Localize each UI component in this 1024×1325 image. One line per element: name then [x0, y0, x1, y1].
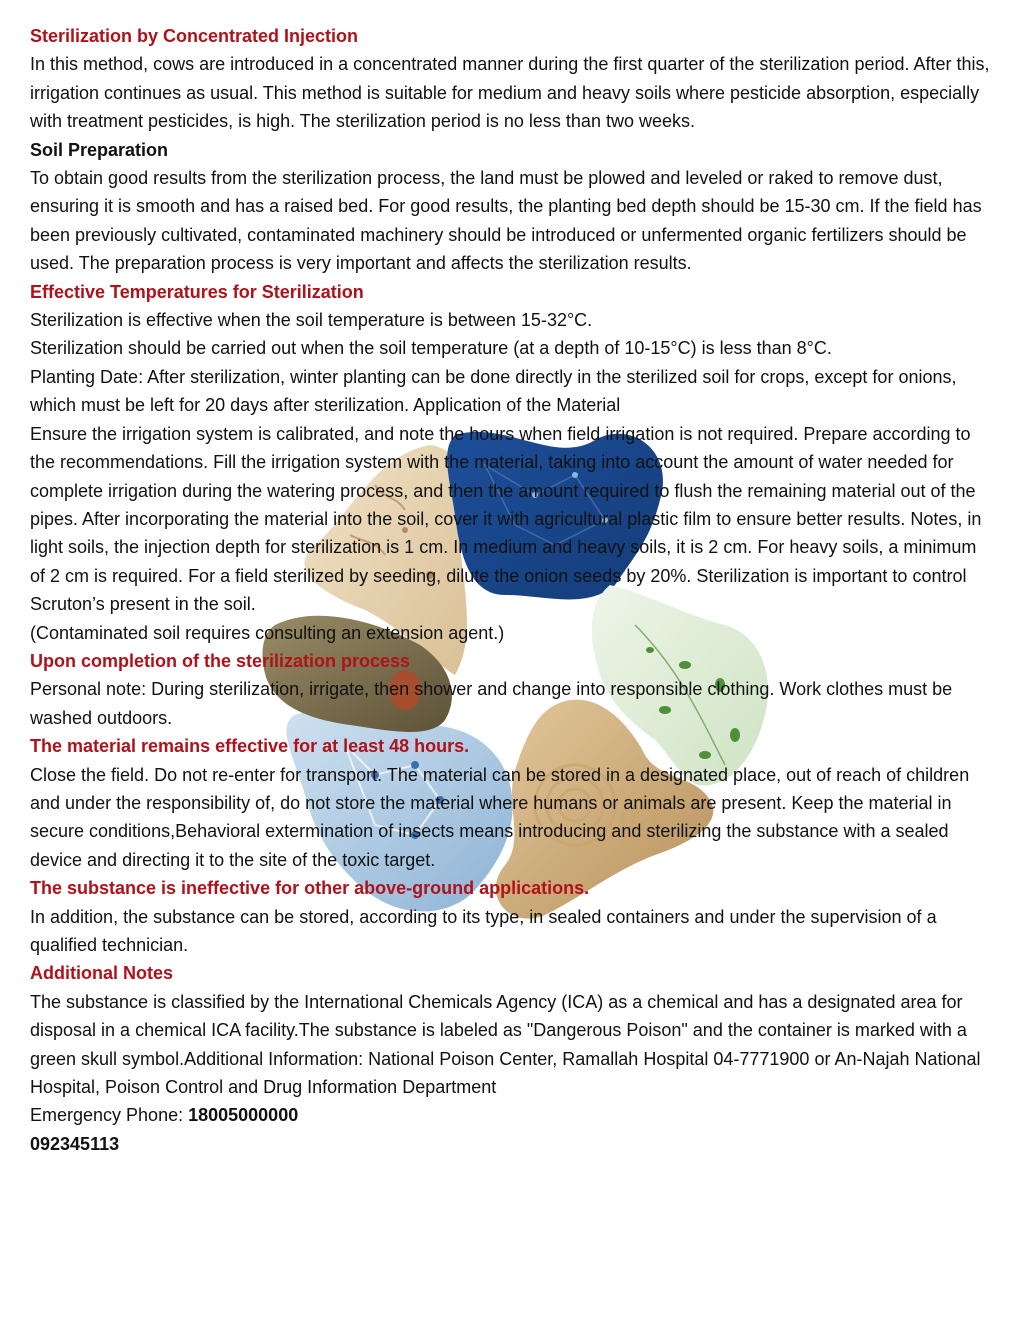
paragraph-additional-notes: The substance is classified by the International Chemicals Agency (ICA) as a chemical and has a designated area for disposal in a chemical ICA facility.The substance is labeled as "Dangerous Poison" and the container is marked with a green skull symbol.Additional Information: National Poison Center, Ramallah Hospital 04-7771900 or An-Najah National Hospital, Poison Control and Drug Information Department — [30, 991, 981, 1098]
emergency-phone-line — [30, 1101, 990, 1129]
heading-upon-completion: Upon completion of the sterilization process — [30, 650, 411, 671]
paragraph-soil-preparation: To obtain good results from the sterilization process, the land must be plowed and leveled or raked to remove dust, ensuring it is smooth and has a raised bed. For good results, the planting bed depth should be 15-30 cm. If the field has been previously cultivated, contaminated machinery should be introduced or unfermented organic fertilizers should be used. The preparation process is very important and affects the sterilization results. — [30, 168, 982, 274]
paragraph-temperature-range: Sterilization is effective when the soil temperature is between 15-32°C. — [30, 310, 593, 331]
heading-remains-effective: The material remains effective for at least 48 hours. — [30, 736, 470, 757]
paragraph-ineffective: In addition, the substance can be stored, according to its type, in sealed containers and under the supervision of a qualified technician. — [30, 906, 937, 955]
heading-effective-temperatures: Effective Temperatures for Sterilization — [30, 281, 364, 302]
emergency-phone-label: Emergency Phone: — [30, 1105, 189, 1126]
heading-soil-preparation: Soil Preparation — [30, 139, 169, 160]
heading-ineffective: The substance is ineffective for other above-ground applications. — [30, 878, 590, 899]
document-content — [30, 22, 990, 1158]
heading-additional-notes: Additional Notes — [30, 963, 173, 984]
paragraph-application: Ensure the irrigation system is calibrated, and note the hours when field irrigation is not required. Prepare according to the recommendations. Fill the irrigation system with the material, taking into account the amount of water needed for complete irrigation during the watering process, and then the amount required to flush the remaining material out of the pipes. After incorporating the material into the soil, cover it with agricultural plastic film to ensure better results. Notes, in light soils, the injection depth for sterilization is 1 cm. In medium and heavy soils, it is 2 cm. For heavy soils, a minimum of 2 cm is required. For a field sterilized by seeding, dilute the onion seeds by 20%. Sterilization is important to control Scruton’s present in the soil. — [30, 423, 982, 615]
emergency-phone-number-2: 092345113 — [30, 1133, 120, 1154]
paragraph-extension-agent: (Contaminated soil requires consulting an extension agent.) — [30, 622, 505, 643]
paragraph-remains-effective: Close the field. Do not re-enter for transport. The material can be stored in a designated place, out of reach of children and under the responsibility of, do not store the material where humans or animals are present. Keep the material in secure conditions,Behavioral extermination of insects means introducing and sterilizing the substance with a sealed device and directing it to the site of the toxic target. — [30, 764, 970, 870]
paragraph-temperature-depth: Sterilization should be carried out when the soil temperature (at a depth of 10-15°C) is less than 8°C. — [30, 338, 832, 359]
paragraph-concentrated-injection: In this method, cows are introduced in a concentrated manner during the first quarter of the sterilization period. After this, irrigation continues as usual. This method is suitable for medium and heavy soils where pesticide absorption, especially with treatment pesticides, is high. The sterilization period is no less than two weeks. — [30, 54, 990, 132]
paragraph-planting-date: Planting Date: After sterilization, winter planting can be done directly in the sterilized soil for crops, except for onions, which must be left for 20 days after sterilization. Application of the Material — [30, 366, 957, 416]
emergency-phone-number-1: 18005000000 — [188, 1105, 299, 1126]
paragraph-upon-completion: Personal note: During sterilization, irrigate, then shower and change into responsible clothing. Work clothes must be washed outdoors. — [30, 679, 953, 728]
heading-concentrated-injection: Sterilization by Concentrated Injection — [30, 26, 359, 46]
